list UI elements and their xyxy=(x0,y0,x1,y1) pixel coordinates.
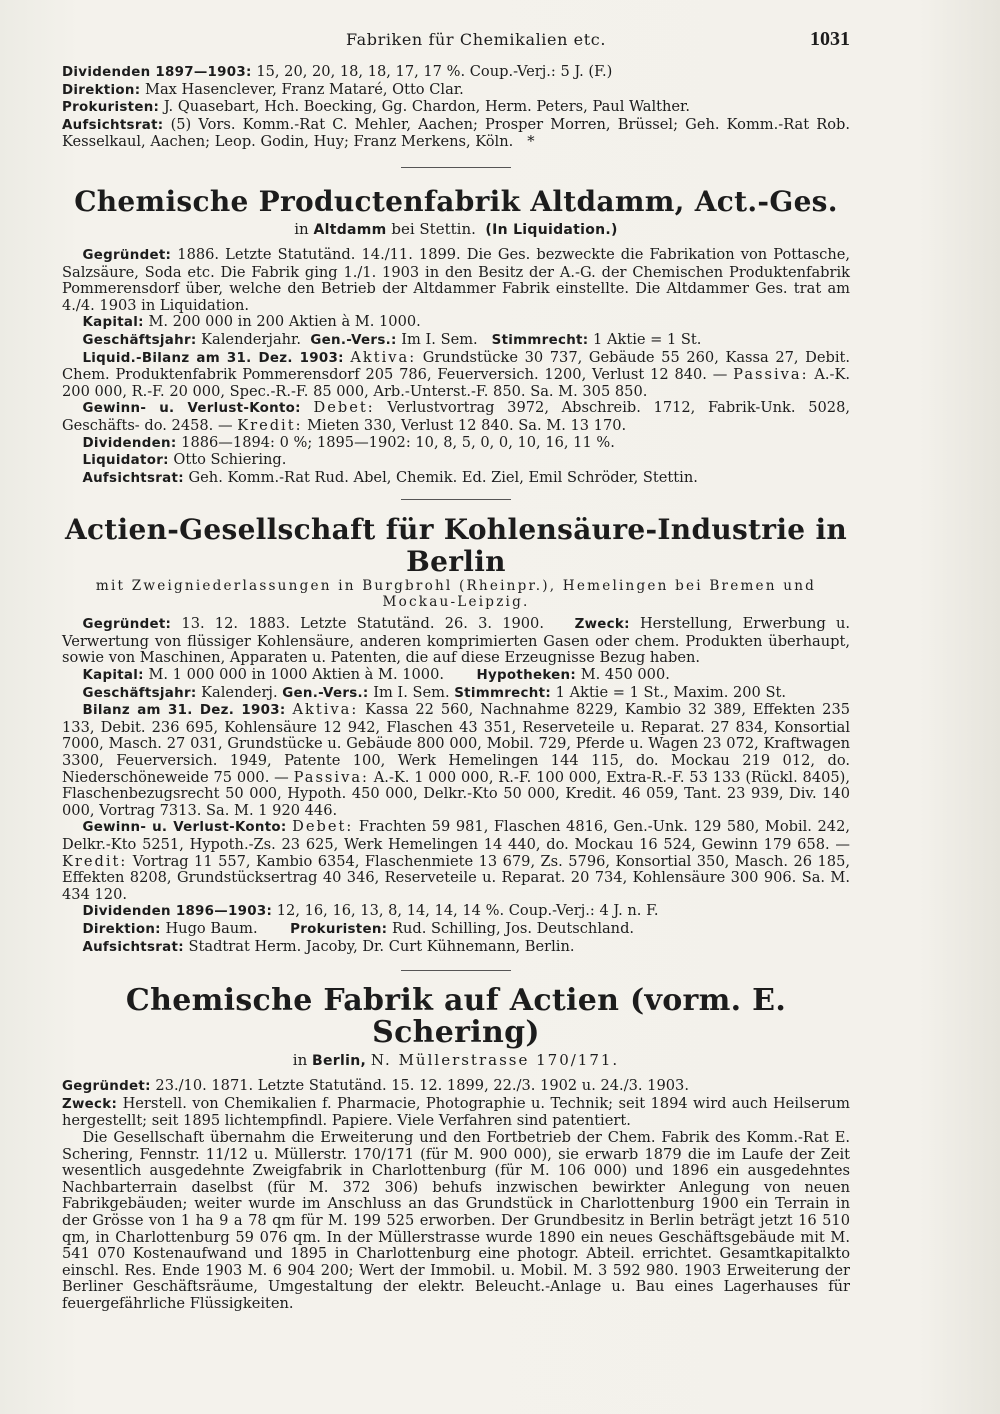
debet-text: Frachten 59 981, Flaschen 4816, Gen.-Unk. 129 580, Mobil. 242, Delkr.-Kto 5251, Hypoth.-Zs. 23 625, Werk Hemelingen 14 440, do. Mockau 16 524, Gewinn 179 658. — xyxy=(62,818,851,853)
kapital-line xyxy=(62,314,850,332)
geschaeftsjahr-text: Kalenderjahr. xyxy=(201,330,302,348)
aktiva-text: Kassa 22 560, Nachnahme 8229, Kambio 32 389, Effekten 235 133, Debit. 236 695, Kohlensäure 12 942, Flaschen 43 351, Reserveteile u. Reparat. 27 834, Konsortial 7000, Masch. 27 031, Grundstücke u. Gebäude 800 000, Mobil. 729, Pferde u. Wagen 23 072, Kraftwagen 3300, Feuerversich. 1949, Patente 100, Werk Hemelingen 144 115, do. Mockau 219 012, do. Niederschöneweide 75 000. — xyxy=(62,701,851,786)
prokuristen-text: Rud. Schilling, Jos. Deutschland. xyxy=(391,919,635,937)
section-divider xyxy=(401,970,511,971)
running-head xyxy=(62,28,850,58)
gegruendet-text: 13. 12. 1883. Letzte Statutänd. 26. 3. 1900. xyxy=(181,615,544,633)
label-hypotheken: Hypotheken: xyxy=(476,668,577,684)
label-prokuristen: Prokuristen: xyxy=(62,100,160,116)
kredit-word: Kredit: xyxy=(62,852,128,870)
gegruendet-text: 1886. Letzte Statutänd. 14./11. 1899. Die Ges. bezweckte die Fabrikation von Pottasche, Salzsäure, Soda etc. Die Fabrik ging 1./1. 1903 in den Besitz der A.-G. der Chemischen Produktenfabrik Pommerensdorf über, welche den Betrieb der Altdammer Fabrik einstellte. Die Altdammer Ges. trat am 4./4. 1903 in Liquidation. xyxy=(62,245,850,314)
label-stimmrecht: Stimmrecht: xyxy=(454,685,551,701)
stimmrecht-text: 1 Aktie = 1 St., Maxim. 200 St. xyxy=(555,683,786,701)
kapital-text: M. 200 000 in 200 Aktien à M. 1000. xyxy=(148,313,421,331)
entry-previous-tail xyxy=(62,64,850,151)
label-gewinn: Gewinn- u. Verlust-Konto: xyxy=(82,401,301,417)
label-prokuristen: Prokuristen: xyxy=(290,921,388,937)
label-direktion: Direktion: xyxy=(62,82,141,98)
label-gewinn: Gewinn- u. Verlust-Konto: xyxy=(82,820,287,836)
aufsichtsrat-text: (5) Vors. Komm.-Rat C. Mehler, Aachen; Prosper Morren, Brüssel; Geh. Komm.-Rat Rob. Kesselkaul, Aachen; Leop. Godin, Huy; Franz Merkens, Köln. xyxy=(62,115,851,151)
page-number: 1031 xyxy=(810,28,850,50)
label-stimmrecht: Stimmrecht: xyxy=(491,332,589,348)
company-heading: Chemische Fabrik auf Actien (vorm. E. Schering) xyxy=(125,983,787,1051)
aufsichtsrat-text: Geh. Komm.-Rat Rud. Abel, Chemik. Ed. Ziel, Emil Schröder, Stettin. xyxy=(188,468,698,486)
label-geschaeftsjahr: Geschäftsjahr: xyxy=(82,685,197,701)
company-location xyxy=(62,220,850,239)
section-divider xyxy=(401,167,511,168)
dividends-text: 15, 20, 20, 18, 18, 17, 17 %. Coup.-Verj.: 5 J. (F.) xyxy=(256,63,613,80)
passiva-text: A.-K. 1 000 000, R.-F. 100 000, Extra-R.-F. 53 133 (Rückl. 8405), Flaschenbezugsrecht 50 000, Hypoth. 450 000, Delkr.-Kto 50 000, Kredit. 46 059, Tant. 23 939, Div. 140 000, Vortrag 7313. Sa. M. 1 920 446. xyxy=(62,768,851,819)
entry-altdamm xyxy=(62,186,850,487)
bilanz-para xyxy=(62,350,850,401)
label-zweck: Zweck: xyxy=(574,617,630,633)
label-geschaeftsjahr: Geschäftsjahr: xyxy=(82,332,197,348)
loc-rest: bei Stettin. xyxy=(391,219,476,238)
prokuristen-text: J. Quasebart, Hch. Boecking, Gg. Chardon, Herm. Peters, Paul Walther. xyxy=(163,98,691,116)
direktion-text: Hugo Baum. xyxy=(165,919,258,937)
company-heading: Chemische Productenfabrik Altdamm, Act.-Ges. xyxy=(74,184,838,218)
prokuristen-line xyxy=(62,99,850,117)
loc-in: in xyxy=(294,219,309,238)
label-dividenden: Dividenden: xyxy=(82,435,177,451)
debet-word: Debet: xyxy=(313,399,375,417)
passiva-text: A.-K. 200 000, R.-F. 20 000, Spec.-R.-F. 85 000, Arb.-Unterst.-F. 850. Sa. M. 305 850. xyxy=(62,366,850,400)
label-dividenden: Dividenden 1896—1903: xyxy=(82,904,273,920)
aufsichtsrat-line xyxy=(62,939,850,957)
passiva-word: Passiva: xyxy=(293,768,369,786)
dividenden-line xyxy=(62,903,850,921)
loc-status: (In Liquidation.) xyxy=(485,221,618,238)
dividends-line xyxy=(62,64,850,82)
stimmrecht-text: 1 Aktie = 1 St. xyxy=(593,330,702,348)
liquidator-text: Otto Schiering. xyxy=(173,451,287,469)
asterisk-mark: * xyxy=(527,133,535,151)
entry-schering xyxy=(62,985,850,1312)
aufsichtsrat-line xyxy=(62,117,850,151)
company-heading: Actien-Gesellschaft für Kohlensäure-Industrie in Berlin xyxy=(64,513,848,579)
kredit-word: Kredit: xyxy=(237,416,303,434)
gewinn-para xyxy=(62,400,850,434)
bilanz-para xyxy=(62,702,850,819)
gen-vers-text: Im I. Sem. xyxy=(373,683,450,701)
gegruendet-line xyxy=(62,1078,850,1096)
liquidator-line xyxy=(62,452,850,470)
aktiva-text: Grundstücke 30 737, Gebäude 55 260, Kassa 27, Debit. Chem. Produktenfabrik Pommerensdorf 205 786, Feuerversich. 1200, Verlust 12 840. — xyxy=(62,348,850,384)
label-direktion: Direktion: xyxy=(82,921,161,937)
direktion-line xyxy=(62,921,850,939)
dividenden-text: 12, 16, 16, 13, 8, 14, 14, 14 %. Coup.-Verj.: 4 J. n. F. xyxy=(276,902,659,920)
label-gegruendet: Gegründet: xyxy=(62,1079,151,1095)
label-bilanz: Bilanz am 31. Dez. 1903: xyxy=(82,703,286,719)
kredit-text: Vortrag 11 557, Kambio 6354, Flaschenmiete 13 679, Zs. 5796, Konsortial 350, Masch. 26 185, Effekten 8208, Grundstücksertrag 40 346, Reserveteile u. Reparat. 20 734, Kohlensäure 300 906. Sa. M. 434 120. xyxy=(62,852,851,903)
company-location xyxy=(62,1051,850,1070)
geschaeftsjahr-line xyxy=(62,685,850,703)
aufsichtsrat-text: Stadtrat Herm. Jacoby, Dr. Curt Kühnemann, Berlin. xyxy=(188,937,575,955)
label-aufsichtsrat: Aufsichtsrat: xyxy=(82,470,184,486)
gen-vers-text: Im I. Sem. xyxy=(401,330,478,348)
gewinn-para xyxy=(62,819,850,903)
label-aufsichtsrat: Aufsichtsrat: xyxy=(62,117,164,133)
label-gegruendet: Gegründet: xyxy=(82,247,172,263)
label-kapital: Kapital: xyxy=(82,668,144,684)
section-divider xyxy=(401,499,511,500)
geschaeftsjahr-text: Kalenderj. xyxy=(201,683,278,701)
gegruendet-para xyxy=(62,616,850,667)
hypotheken-text: M. 450 000. xyxy=(580,666,670,684)
passiva-word: Passiva: xyxy=(733,366,809,384)
label-kapital: Kapital: xyxy=(82,315,144,331)
kredit-text: Mieten 330, Verlust 12 840. Sa. M. 13 170. xyxy=(307,416,627,434)
label-gen-vers: Gen.-Vers.: xyxy=(310,332,397,348)
debet-word: Debet: xyxy=(292,818,354,836)
label-bilanz: Liquid.-Bilanz am 31. Dez. 1903: xyxy=(82,350,344,366)
running-title: Fabriken für Chemikalien etc. xyxy=(345,30,607,49)
loc-in: in xyxy=(292,1051,308,1070)
geschaeftsjahr-line xyxy=(62,332,850,350)
zweck-text: Herstell. von Chemikalien f. Pharmacie, Photographie u. Technik; seit 1894 wird auch Heilserum hergestellt; seit 1895 lichtempfindl. Papiere. Viele Verfahren sind patentiert. xyxy=(62,1094,850,1130)
loc-city: Altdamm xyxy=(313,221,387,238)
kapital-line xyxy=(62,667,850,685)
dividenden-text: 1886—1894: 0 %; 1895—1902: 10, 8, 5, 0, 0, 10, 16, 11 %. xyxy=(181,433,615,451)
loc-rest: N. Müllerstrasse 170/171. xyxy=(370,1051,620,1070)
debet-text: Verlustvortrag 3972, Abschreib. 1712, Fabrik-Unk. 5028, Geschäfts- do. 2458. — xyxy=(62,399,850,434)
gegruendet-para xyxy=(62,247,850,314)
label-gegruendet: Gegründet: xyxy=(82,617,172,633)
history-para: Die Gesellschaft übernahm die Erweiterung und den Fortbetrieb der Chem. Fabrik des Komm.-Rat E. Schering, Fennstr. 11/12 u. Müllerstr. 170/171 (für M. 900 000), sie erwarb 1879 die im Laufe der Zeit wesentlich ausgedehnte Zweigfabrik in Charlottenburg (für M. 106 000) und 1896 ein ausgedehntes Nachbarterrain daselbst (für M. 372 306) behufs inzwischen bewirkter Anlegung von neuen Fabrikgebäuden; weiter wurde im Anschluss an das Grundstück in Charlottenburg 1900 ein Terrain in der Grösse von 1 ha 9 a 78 qm für M. 199 525 erworben. Der Grundbesitz in Berlin beträgt jetzt 16 510 qm, in Charlottenburg 59 076 qm. In der Müllerstrasse wurde 1890 ein neues Geschäftsgebäude mit M. 541 070 Kostenaufwand und 1895 in Charlottenburg eine photogr. Abteil. errichtet. Gesamtkapitalkto einschl. Res. Ende 1903 M. 6 904 200; Wert der Immobil. u. Mobil. M. 3 592 980. 1903 Erweiterung der Berliner Geschäftsräume, Umgestaltung der elektr. Beleucht.-Anlage u. Bau eines Lagerhauses für feuergefährliche Flüssigkeiten. xyxy=(62,1128,850,1312)
label-gen-vers: Gen.-Vers.: xyxy=(282,685,369,701)
entry-kohlensaeure xyxy=(62,514,850,956)
loc-city: Berlin, xyxy=(312,1053,367,1070)
direktion-text: Max Hasenclever, Franz Mataré, Otto Clar. xyxy=(145,80,464,98)
zweck-para xyxy=(62,1096,850,1130)
kapital-text: M. 1 000 000 in 1000 Aktien à M. 1000. xyxy=(148,666,444,684)
direktion-line xyxy=(62,82,850,100)
label-liquidator: Liquidator: xyxy=(82,453,169,469)
aktiva-word: Aktiva: xyxy=(292,701,359,719)
gegruendet-text: 23./10. 1871. Letzte Statutänd. 15. 12. 1899, 22./3. 1902 u. 24./3. 1903. xyxy=(155,1077,689,1095)
aktiva-word: Aktiva: xyxy=(350,348,417,366)
company-subtitle: mit Zweigniederlassungen in Burgbrohl (Rheinpr.), Hemelingen bei Bremen und Mockau-Leipzig. xyxy=(95,578,817,611)
label-zweck: Zweck: xyxy=(62,1096,118,1112)
zweck-text: Herstellung, Erwerbung u. Verwertung von flüssiger Kohlensäure, anderen komprimierten Gasen oder chem. Produkten überhaupt, sowie von Maschinen, Apparaten u. Patenten, die auf diese Erzeugnisse Bezug haben. xyxy=(62,615,851,667)
label-aufsichtsrat: Aufsichtsrat: xyxy=(82,939,184,955)
aufsichtsrat-line xyxy=(62,470,850,488)
dividenden-line xyxy=(62,435,850,453)
label-dividenden: Dividenden 1897—1903: xyxy=(62,65,252,80)
